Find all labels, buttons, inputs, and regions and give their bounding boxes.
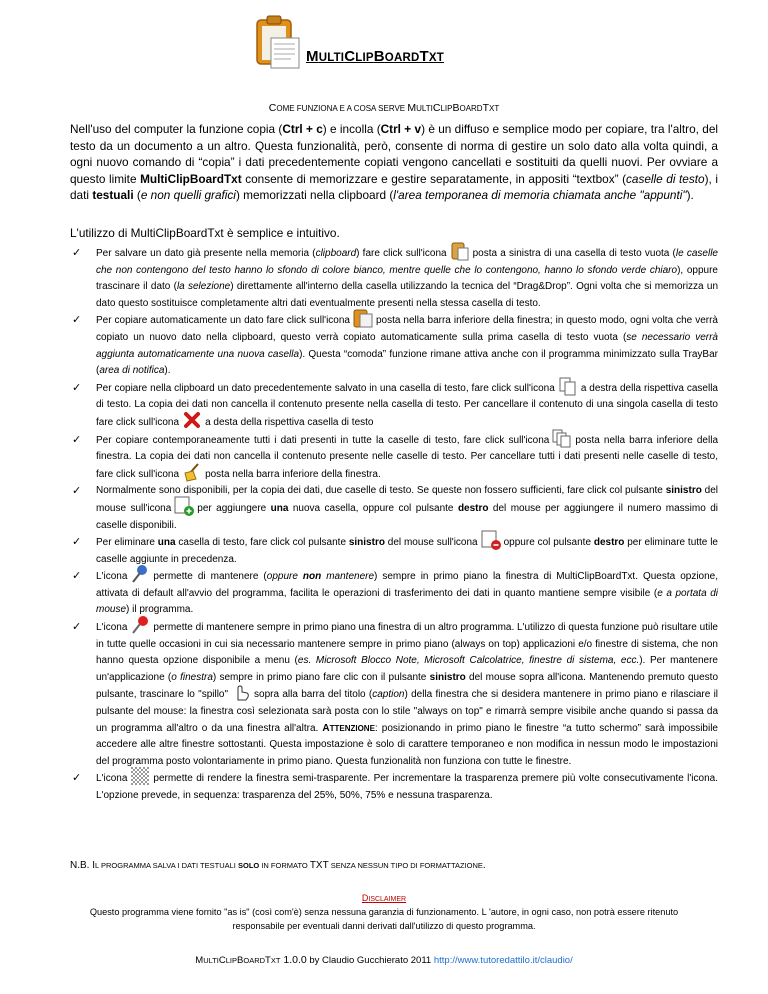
hand-cursor-icon xyxy=(230,686,252,699)
nota-bene: N.B. IL PROGRAMMA SALVA I DATI TESTUALI SOLO IN FORMATO TXT SENZA NESSUN TIPO DI FORMATTAZIONE. xyxy=(70,860,486,871)
list-item: ✓ Normalmente sono disponibili, per la copia dei dati, due caselle di testo. Se queste non fossero sufficienti, fare click col pulsante sinistro del mouse sull'icona per aggiungere una nuova casella, oppure col pulsante destro del mouse per aggiungere il numero massimo di caselle disponibili. xyxy=(72,485,719,531)
remove-box-icon xyxy=(480,534,502,547)
list-item: ✓ L'icona permette di rendere la finestra semi-trasparente. Per incrementare la trasparenza premere più volte consecutivamente l'icona. L'opzione prevede, in sequenza: trasparenza del 25%, 50%, 75% e nessuna trasparenza. xyxy=(70,770,718,804)
paste-icon xyxy=(449,245,471,258)
copy-icon xyxy=(557,380,579,393)
list-item: ✓ Per copiare contemporaneamente tutti i dati presenti in tutte la caselle di testo, fare click sull'icona posta nella barra inferiore della finestra. La copia dei dati non cancella il contenuto presente nelle caselle di testo. Per cancellare tutti i dati presenti nelle caselle di testo, fare click sull'icona posta nella barra inferiore della finestra. xyxy=(70,432,718,484)
list-item: ✓ L'icona permette di mantenere (oppure non mantenere) sempre in primo piano la finestra di MultiClipBoardTxt. Questa opzione, attivata di default all'avvio del programma, facilita le operazioni di trasferimento dei dati in quanto mantiene sempre visibile (e a portata di mouse) il programma. xyxy=(70,568,718,619)
broom-icon xyxy=(181,466,203,479)
blue-pin-icon xyxy=(129,568,151,581)
clipboard-auto-icon xyxy=(352,312,374,325)
instructions-list xyxy=(70,245,718,805)
list-item: ✓ Per eliminare una casella di testo, fare click col pulsante sinistro del mouse sull'icona oppure col pulsante destro per eliminare tutte le caselle aggiunte in precedenza. xyxy=(70,534,718,568)
intro-paragraph: Nell'uso del computer la funzione copia (Ctrl + c) e incolla (Ctrl + v) è un diffuso e semplice modo per copiare, tra l'altro, del testo da un documento a un altro. Questa funzionalità, però, consente di norma di gestire un solo dato alla volta quindi, a ogni nuovo comando di “copia” i dati precedentemente copiati vengono cancellati e sostituiti da quelli nuovi. Per ovviare a questo limite MultiClipBoardTxt consente di memorizzare e gestire separatamente, in appositi “textbox” (caselle di testo), i dati testuali (e non quelli grafici) memorizzati nella clipboard (l'area temporanea di memoria chiamata anche "appunti"). xyxy=(70,122,719,202)
copy-all-icon xyxy=(551,432,573,445)
footer: MULTICLIPBOARDTXT 1.0.0 by Claudio Gucchierato 2011 http://www.tutoredattilo.it/claudio/ xyxy=(195,954,573,966)
red-x-icon xyxy=(181,414,203,427)
disclaimer-text: Questo programma viene fornito "as is" (così com'è) senza nessuna garanzia di funzionamento. L 'autore, in ogni caso, non potrà essere ritenuto responsabile per eventuali danni derivati dall'utilizzo di questo programma. xyxy=(89,907,679,931)
checker-icon xyxy=(129,770,151,783)
document-title: MULTICLIPBOARDTXT xyxy=(306,48,444,65)
add-box-icon xyxy=(173,500,195,513)
lead-sentence: L'utilizzo di MultiClipBoardTxt è semplice e intuitivo. xyxy=(70,226,340,240)
list-item: ✓ L'icona permette di mantenere sempre in primo piano una finestra di un altro programma. L'utilizzo di questa funzione può risultare utile in tutte quelle occasioni in cui sia necessario mantenere sempre in primo piano (always on top) applicazioni e/o finestre di sistema, che non hanno questa opzione disponibile a menu (es. Microsoft Blocco Note, Microsoft Calcolatrice, finestre di sistema, ecc.). Per mantenere un'applicazione (o finestra) sempre in primo piano fare clic con il pulsante sinistro del mouse sopra all'icona. Mantenendo premuto questo pulsante, trascinare lo "spillo" sopra alla barra del titolo (caption) della finestra che si desidera mantenere in primo piano e rilasciare il pulsante del mouse: la finestra così selezionata sarà posta con lo stile "always on top" e rimarrà sempre visibile anche quando si passa da un programma all'altro o da una finestra all'altra. ATTENZIONE: posizionando in primo piano le finestre “a tutto schermo” sarà impossibile accedere alle altre finestre sottostanti. Questa impostazione è solo di carattere temporaneo e non modifica in nessun modo le impostazioni del programma posto volontariamente in primo piano. Questa funzionalità non funziona con tutte le finestre. xyxy=(70,619,718,770)
document-subtitle: COME FUNZIONA E A COSA SERVE MULTICLIPBOARDTXT xyxy=(268,102,500,114)
list-item: ✓ Per copiare nella clipboard un dato precedentemente salvato in una casella di testo, fare click sull'icona a destra della rispettiva casella di testo. La copia dei dati non cancella il contenuto presente nella casella di testo. Per cancellare il contenuto di una singola casella di testo fare click sull'icona a desta della rispettiva casella di testo xyxy=(70,380,718,432)
disclaimer-title: DISCLAIMER xyxy=(361,893,407,903)
list-item: ✓ Per salvare un dato già presente nella memoria (clipboard) fare click sull'icona posta a sinistra di una casella di testo vuota (le caselle che non contengono del testo hanno lo sfondo di colore bianco, mentre quelle che lo contengono, hanno lo sfondo verde chiaro), oppure trascinare il dato (la selezione) direttamente all'interno della casella utilizzando la tecnica del “Drag&Drop”. Ogni volta che si memorizza un dato questo sostituisce completamente altri dati eventualmente presenti nella stessa casella di testo. xyxy=(70,245,718,312)
list-item: ✓ Per copiare automaticamente un dato fare click sull'icona posta nella barra inferiore della finestra; in questo modo, ogni volta che verrà copiato un nuovo dato nella clipboard, questo verrà copiato automaticamente sulla prima casella di testo vuota (se necessario verrà aggiunta automaticamente una nuova casella). Questa “comoda” funzione rimane attiva anche con il programma minimizzato sulla TrayBar (area di notifica). xyxy=(70,312,718,379)
author-website-link[interactable]: http://www.tutoredattilo.it/claudio/ xyxy=(433,955,573,966)
clipboard-logo-icon xyxy=(253,14,303,70)
red-pin-icon xyxy=(129,619,151,632)
